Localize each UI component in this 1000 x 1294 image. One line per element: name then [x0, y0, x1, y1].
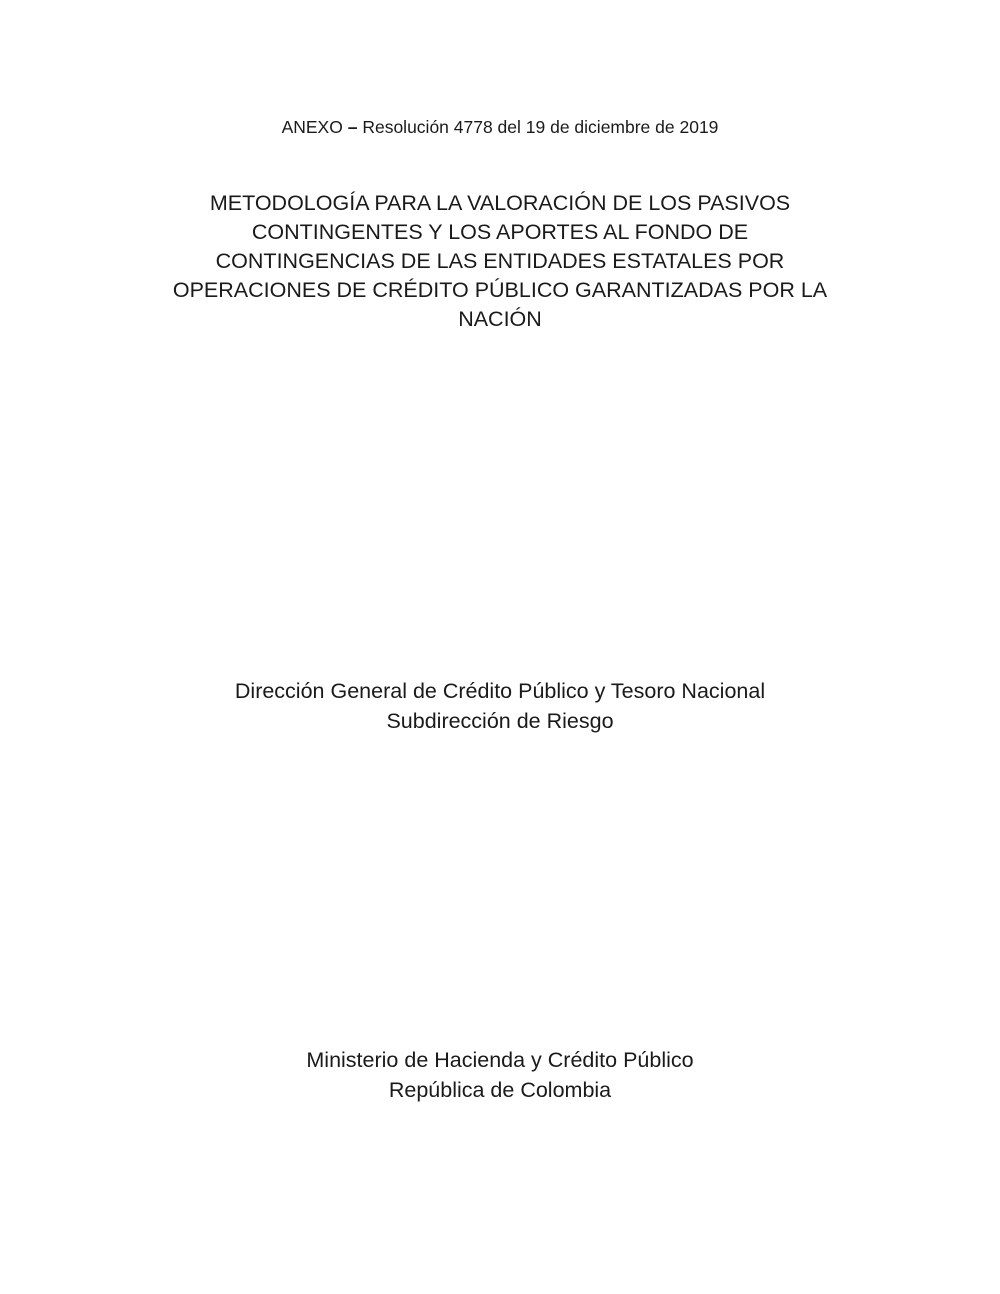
- document-title: [120, 189, 880, 334]
- title-line: CONTINGENCIAS DE LAS ENTIDADES ESTATALES POR: [215, 249, 785, 273]
- title-line: METODOLOGÍA PARA LA VALORACIÓN DE LOS PASIVOS: [209, 191, 791, 215]
- annex-dash: –: [347, 117, 358, 137]
- title-line: OPERACIONES DE CRÉDITO PÚBLICO GARANTIZADAS POR LA: [172, 278, 828, 302]
- department-direction: Dirección General de Crédito Público y Tesoro Nacional: [234, 679, 766, 703]
- annex-resolution: Resolución 4778 del 19 de diciembre de 2019: [362, 117, 719, 137]
- annex-prefix: ANEXO: [281, 117, 343, 137]
- department-subdirection: Subdirección de Riesgo: [386, 709, 614, 733]
- department-block: [0, 676, 1000, 736]
- ministry-country: República de Colombia: [388, 1078, 612, 1102]
- title-line: CONTINGENTES Y LOS APORTES AL FONDO DE: [251, 220, 749, 244]
- ministry-block: [0, 1045, 1000, 1105]
- title-line: NACIÓN: [458, 307, 542, 331]
- ministry-name: Ministerio de Hacienda y Crédito Público: [306, 1048, 694, 1072]
- annex-heading: [0, 115, 1000, 139]
